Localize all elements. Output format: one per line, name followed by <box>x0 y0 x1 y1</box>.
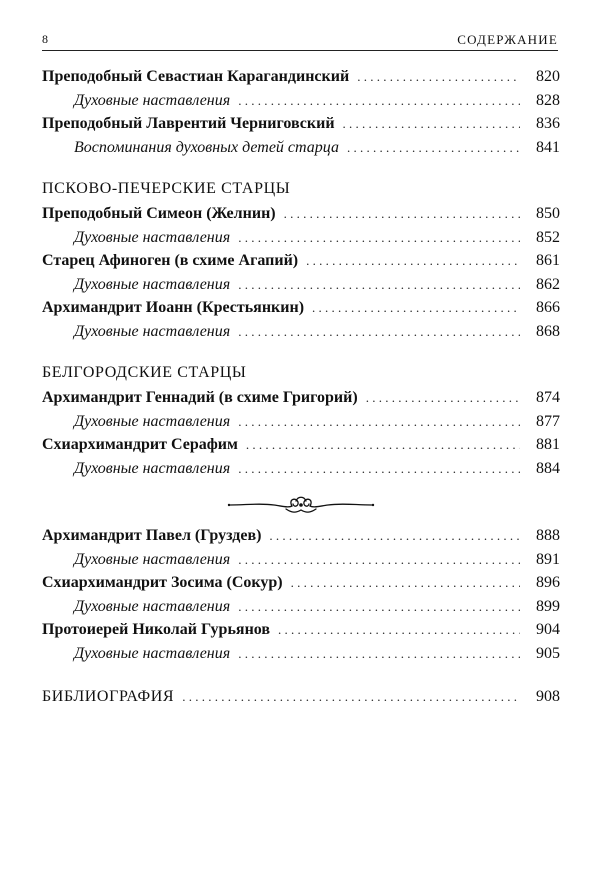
dot-leader <box>343 116 520 132</box>
dot-leader <box>291 575 520 591</box>
entry-page: 828 <box>536 91 560 109</box>
toc-entry-nikolay[interactable] <box>42 621 560 645</box>
entry-page: 861 <box>536 252 560 269</box>
section-title-belgorod: БЕЛГОРОДСКИЕ СТАРЦЫ <box>42 364 247 381</box>
toc-entry-gennadiy-nastavleniya[interactable] <box>42 413 560 437</box>
dot-leader <box>238 461 520 477</box>
dot-leader <box>312 300 520 316</box>
entry-page: 868 <box>536 322 560 340</box>
dot-leader <box>238 552 520 568</box>
dot-leader <box>284 206 520 222</box>
toc-entry-zosima-nastavleniya[interactable] <box>42 598 560 622</box>
toc-entry-afinogen-nastavleniya[interactable] <box>42 276 560 300</box>
toc-entry-lavrentiy[interactable] <box>42 115 560 139</box>
entry-page: 905 <box>536 644 560 662</box>
entry-label: Духовные наставления <box>74 228 231 246</box>
entry-label: Схиархимандрит Серафим <box>42 436 238 453</box>
toc-entry-simeon[interactable] <box>42 205 560 229</box>
entry-page: 884 <box>536 459 560 477</box>
entry-page: 877 <box>536 412 560 430</box>
dot-leader <box>278 622 520 638</box>
entry-label: БИБЛИОГРАФИЯ <box>42 688 175 705</box>
entry-page: 888 <box>536 527 560 544</box>
ornament-divider <box>42 483 560 527</box>
toc-entry-nikolay-nastavleniya[interactable] <box>42 645 560 669</box>
running-title: СОДЕРЖАНИЕ <box>457 32 558 47</box>
entry-label: Воспоминания духовных детей старца <box>74 138 339 156</box>
toc-entry-simeon-nastavleniya[interactable] <box>42 229 560 253</box>
toc-entry-ioann-nastavleniya[interactable] <box>42 323 560 347</box>
entry-label: Преподобный Симеон (Желнин) <box>42 205 276 222</box>
entry-page: 881 <box>536 436 560 453</box>
entry-label: Духовные наставления <box>74 275 231 293</box>
entry-label: Духовные наставления <box>74 91 231 109</box>
entry-label: Преподобный Лаврентий Черниговский <box>42 115 335 132</box>
section-title-pskov: ПСКОВО-ПЕЧЕРСКИЕ СТАРЦЫ <box>42 180 291 197</box>
entry-page: 841 <box>536 138 560 156</box>
entry-label: Духовные наставления <box>74 644 231 662</box>
entry-label: Преподобный Севастиан Карагандинский <box>42 68 350 85</box>
dot-leader <box>238 414 520 430</box>
entry-page: 850 <box>536 205 560 222</box>
entry-page: 836 <box>536 115 560 132</box>
entry-page: 908 <box>536 688 560 705</box>
ornament-icon <box>226 491 376 519</box>
toc-entry-ioann[interactable] <box>42 299 560 323</box>
page-number: 8 <box>42 32 48 46</box>
entry-label: Духовные наставления <box>74 459 231 477</box>
dot-leader <box>366 390 520 406</box>
toc-entry-pavel-nastavleniya[interactable] <box>42 551 560 575</box>
toc-entry-serafim-nastavleniya[interactable] <box>42 460 560 484</box>
entry-label: Духовные наставления <box>74 322 231 340</box>
dot-leader <box>238 646 520 662</box>
entry-label: Схиархимандрит Зосима (Сокур) <box>42 574 283 591</box>
entry-page: 862 <box>536 275 560 293</box>
dot-leader <box>238 230 520 246</box>
dot-leader <box>238 324 520 340</box>
entry-page: 866 <box>536 299 560 316</box>
dot-leader <box>246 437 520 453</box>
toc <box>42 68 560 712</box>
entry-label: Архимандрит Павел (Груздев) <box>42 527 262 544</box>
toc-entry-sevastian[interactable] <box>42 68 560 92</box>
entry-label: Духовные наставления <box>74 412 231 430</box>
dot-leader <box>269 528 520 544</box>
dot-leader <box>357 69 520 85</box>
entry-label: Духовные наставления <box>74 550 231 568</box>
dot-leader <box>238 93 520 109</box>
entry-label: Протоиерей Николай Гурьянов <box>42 621 271 638</box>
entry-page: 904 <box>536 621 560 638</box>
entry-label: Архимандрит Иоанн (Крестьянкин) <box>42 299 305 316</box>
entry-label: Духовные наставления <box>74 597 231 615</box>
entry-page: 852 <box>536 228 560 246</box>
dot-leader <box>238 277 520 293</box>
entry-page: 874 <box>536 389 560 406</box>
entry-page: 820 <box>536 68 560 85</box>
toc-entry-gennadiy[interactable] <box>42 389 560 413</box>
entry-page: 896 <box>536 574 560 591</box>
dot-leader <box>182 689 520 705</box>
entry-label: Архимандрит Геннадий (в схиме Григорий) <box>42 389 358 406</box>
toc-entry-sevastian-nastavleniya[interactable] <box>42 92 560 116</box>
dot-leader <box>306 253 520 269</box>
toc-entry-afinogen[interactable] <box>42 252 560 276</box>
entry-page: 891 <box>536 550 560 568</box>
dot-leader <box>347 140 520 156</box>
entry-page: 899 <box>536 597 560 615</box>
dot-leader <box>238 599 520 615</box>
spacer <box>42 668 560 688</box>
toc-entry-pavel[interactable] <box>42 527 560 551</box>
toc-entry-zosima[interactable] <box>42 574 560 598</box>
toc-entry-lavrentiy-vospominaniya[interactable] <box>42 139 560 163</box>
toc-entry-serafim[interactable] <box>42 436 560 460</box>
running-header <box>42 30 558 51</box>
toc-entry-bibliography[interactable] <box>42 688 560 712</box>
entry-label: Старец Афиноген (в схиме Агапий) <box>42 252 299 269</box>
